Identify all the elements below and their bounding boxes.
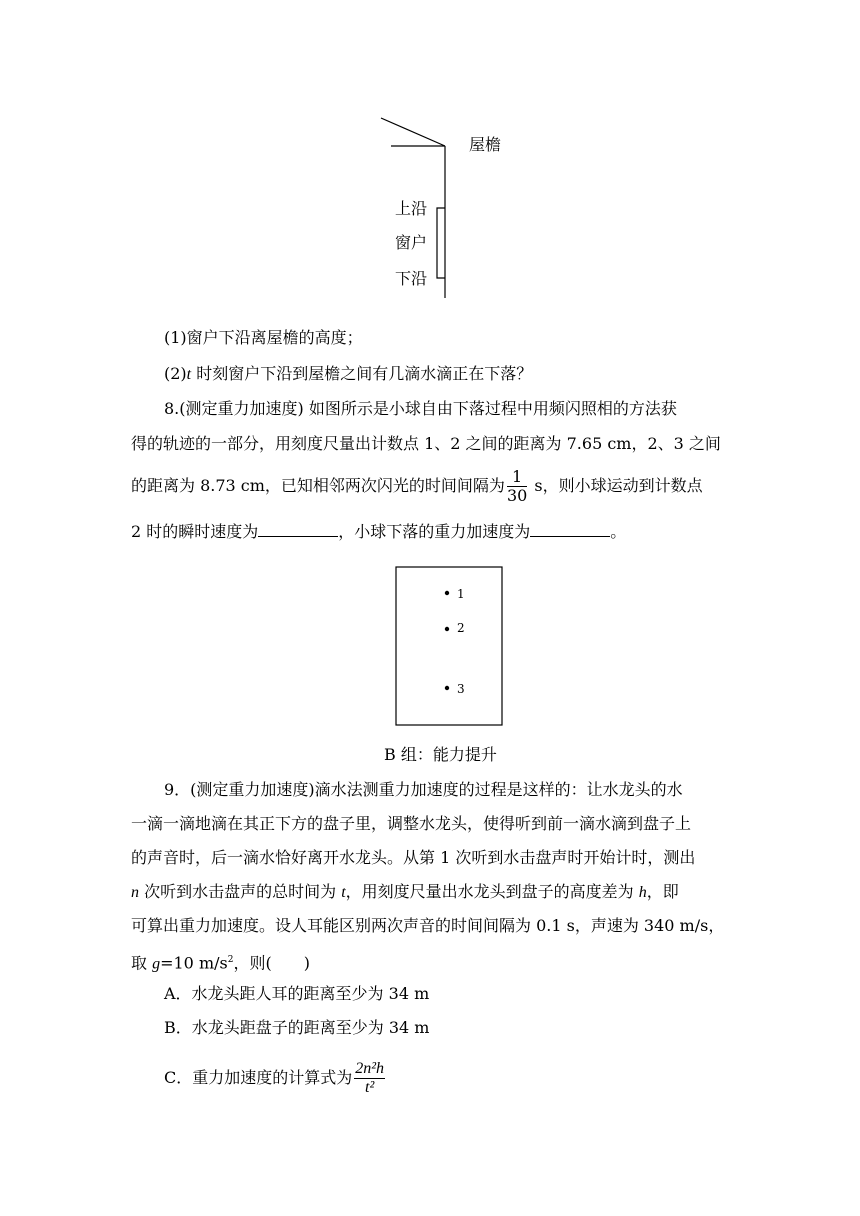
interval-fraction: $\frac{1}{30}$ [506,467,528,505]
eave-label: 屋檐 [469,135,502,154]
answer-blank-velocity [258,522,338,537]
strobe-photo-diagram [388,562,510,732]
question-8-line-2: 得的轨迹的一部分，用刻度尺量出计数点 1、2 之间的距离为 7.65 cm，2、3 之间 [131,434,721,453]
eave-window-diagram [375,108,525,320]
photo-frame [396,567,502,725]
point-3-label: 3 [457,682,465,696]
question-8-line-4: 2 时的瞬时速度为 ，小球下落的重力加速度为 。 [131,522,627,541]
question-8-line-3: 的距离为 8.73 cm，已知相邻两次闪光的时间间隔为 $\frac{1}{30}$ s，则小球运动到计数点 [131,467,703,505]
question-7-part-2: (2)t 时刻窗户下沿到屋檐之间有几滴水滴正在下落？ [164,364,533,383]
option-b: B．水龙头距盘子的距离至少为 34 m [164,1018,430,1037]
point-3-dot [445,686,449,690]
point-1-label: 1 [457,587,465,601]
point-2-dot [445,627,449,631]
question-9-line-3: 的声音时，后一滴水恰好离开水龙头。从第 1 次听到水击盘声时开始计时，测出 [131,848,696,867]
option-c: C．重力加速度的计算式为 $\frac{\text{2n²h}}{\text{t²}}$ [164,1060,385,1096]
question-9-line-1: 9．(测定重力加速度)滴水法测重力加速度的过程是这样的：让水龙头的水 [164,780,683,799]
point-1-dot [445,591,449,595]
point-2-label: 2 [457,621,465,635]
question-9-line-2: 一滴一滴地滴在其正下方的盘子里，调整水龙头，使得听到前一滴水滴到盘子上 [131,814,692,833]
answer-blank-gravity [530,522,610,537]
question-8-line-1: 8.(测定重力加速度) 如图所示是小球自由下落过程中用频闪照相的方法获 [164,399,677,418]
question-9-line-4: n 次听到水击盘声的总时间为 t，用刻度尺量出水龙头到盘子的高度差为 h，即 [131,882,679,901]
window-label: 窗户 [395,233,428,252]
window-bottom-label: 下沿 [395,269,428,288]
question-9-line-5: 可算出重力加速度。设人耳能区别两次声音的时间间隔为 0.1 s，声速为 340 m/s， [131,916,725,935]
gravity-formula-fraction: $\frac{\text{2n²h}}{\text{t²}}$ [355,1060,385,1096]
window-top-label: 上沿 [395,199,428,218]
section-b-heading: B 组：能力提升 [384,745,497,764]
question-9-line-6: 取 g=10 $m/s^2$，则( ) [131,953,310,973]
question-7-part-1: (1)窗户下沿离屋檐的高度； [164,328,363,347]
option-a: A．水龙头距人耳的距离至少为 34 m [164,984,430,1003]
